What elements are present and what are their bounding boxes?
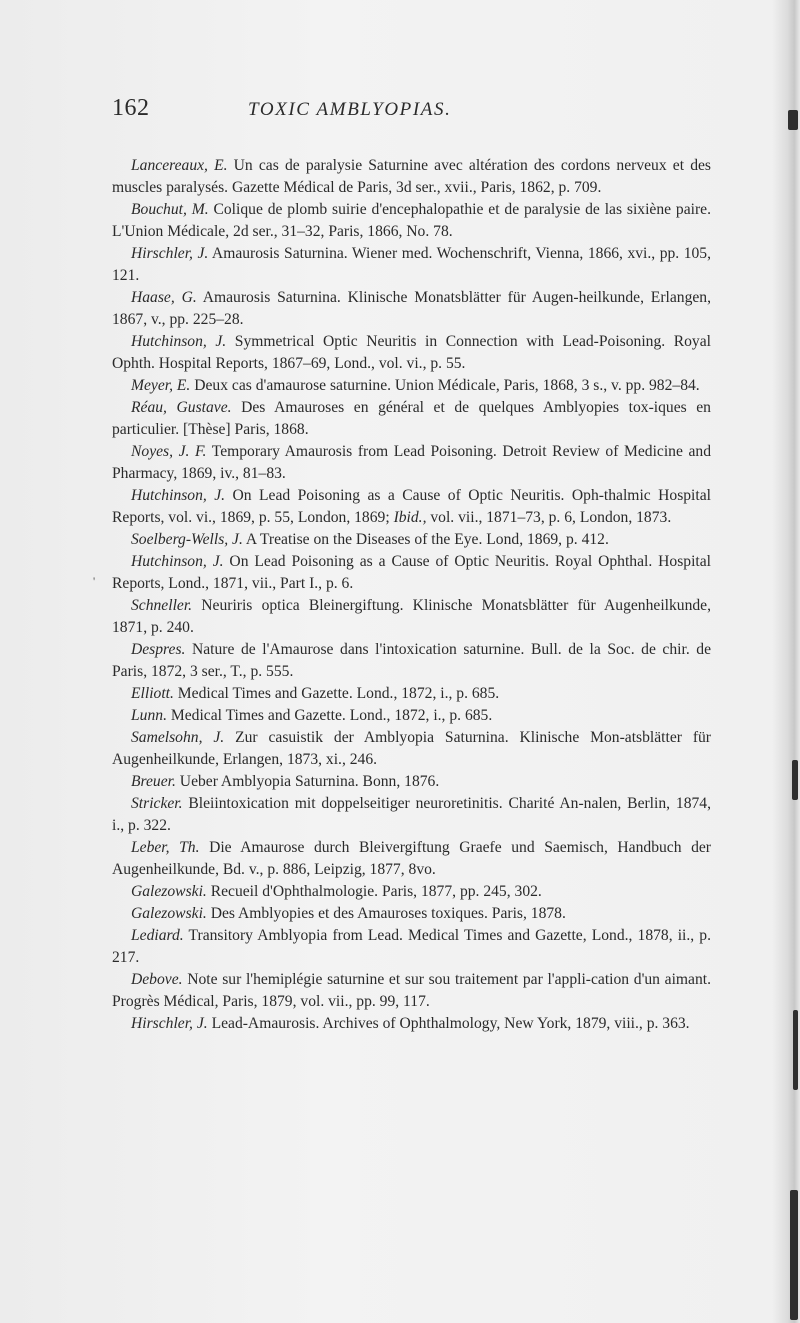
binding-mark bbox=[792, 760, 798, 800]
entry-text: Un cas de paralysie Saturnine avec altération des cordons nerveux et des muscles paralysés. Gazette Médical de Paris, 3d ser., xvii., Paris, 1862, p. 709. bbox=[112, 157, 711, 196]
bibliography-entry bbox=[112, 243, 711, 287]
bibliography-entry bbox=[112, 331, 711, 375]
entry-author: Galezowski. bbox=[131, 883, 207, 900]
bibliography-entry bbox=[112, 771, 711, 793]
entry-text: Note sur l'hemiplégie saturnine et sur sou traitement par l'appli-cation d'un aimant. Progrès Médical, Paris, 1879, vol. vii., pp. 99, 117. bbox=[112, 971, 711, 1010]
entry-text: On Lead Poisoning as a Cause of Optic Neuritis. Oph-thalmic Hospital Reports, vol. vi., 1869, p. 55, London, 1869; bbox=[112, 487, 711, 526]
entry-author: Leber, Th. bbox=[131, 839, 200, 856]
entry-author: Bouchut, M. bbox=[131, 201, 209, 218]
entry-text: Lead-Amaurosis. Archives of Ophthalmology, New York, 1879, viii., p. 363. bbox=[207, 1015, 690, 1032]
bibliography-entry bbox=[112, 595, 711, 639]
entry-text: Nature de l'Amaurose dans l'intoxication saturnine. Bull. de la Soc. de chir. de Paris, 1872, 3 ser., T., p. 555. bbox=[112, 641, 711, 680]
bibliography-entry bbox=[112, 705, 711, 727]
entry-ibid: Ibid., bbox=[393, 509, 427, 526]
bibliography-entry bbox=[112, 903, 711, 925]
bibliography-entry bbox=[112, 683, 711, 705]
entry-text: Die Amaurose durch Bleivergiftung Graefe und Saemisch, Handbuch der Augenheilkunde, Bd. v., p. 886, Leipzig, 1877, 8vo. bbox=[112, 839, 711, 878]
bibliography-entry bbox=[112, 793, 711, 837]
bibliography-entry bbox=[112, 287, 711, 331]
entry-author: Elliott. bbox=[131, 685, 174, 702]
entry-text: Des Amblyopies et des Amauroses toxiques. Paris, 1878. bbox=[206, 905, 566, 922]
bibliography-entry bbox=[112, 727, 711, 771]
bibliography-list bbox=[112, 155, 711, 1035]
bibliography-entry bbox=[112, 529, 711, 551]
entry-author: Meyer, E. bbox=[131, 377, 191, 394]
entry-text: Zur casuistik der Amblyopia Saturnina. Klinische Mon-atsblätter für Augenheilkunde, Erlangen, 1873, xi., 246. bbox=[112, 729, 712, 768]
entry-author: Réau, Gustave. bbox=[131, 399, 232, 416]
entry-author: Breuer. bbox=[131, 773, 176, 790]
entry-author: Hutchinson, J. bbox=[131, 487, 226, 504]
entry-text: Ueber Amblyopia Saturnina. Bonn, 1876. bbox=[175, 773, 440, 790]
entry-author: Soelberg-Wells, J. bbox=[131, 531, 243, 548]
entry-text: Medical Times and Gazette. Lond., 1872, i., p. 685. bbox=[166, 707, 493, 724]
entry-text: On Lead Poisoning as a Cause of Optic Neuritis. Royal Ophthal. Hospital Reports, Lond., 1871, vii., Part I., p. 6. bbox=[112, 553, 711, 592]
entry-author: Hirschler, J. bbox=[131, 1015, 208, 1032]
binding-mark bbox=[793, 1010, 798, 1090]
entry-text: Amaurosis Saturnina. Klinische Monatsblätter für Augen-heilkunde, Erlangen, 1867, v., pp. 225–28. bbox=[112, 289, 711, 328]
bibliography-entry bbox=[112, 969, 711, 1013]
entry-author: Schneller. bbox=[131, 597, 193, 614]
entry-text: Amaurosis Saturnina. Wiener med. Wochenschrift, Vienna, 1866, xvi., pp. 105, 121. bbox=[112, 245, 711, 284]
stray-mark: ' bbox=[93, 574, 96, 588]
bibliography-entry bbox=[112, 925, 711, 969]
page-header bbox=[112, 95, 712, 135]
binding-mark bbox=[788, 110, 798, 130]
entry-author: Debove. bbox=[131, 971, 183, 988]
entry-text: Medical Times and Gazette. Lond., 1872, i., p. 685. bbox=[173, 685, 500, 702]
page-edge-shadow bbox=[772, 0, 800, 1323]
entry-text-continued: vol. vii., 1871–73, p. 6, London, 1873. bbox=[426, 509, 672, 526]
bibliography-entry bbox=[112, 639, 711, 683]
entry-author: Haase, G. bbox=[131, 289, 197, 306]
bibliography-entry bbox=[112, 441, 711, 485]
entry-author: Lediard. bbox=[131, 927, 184, 944]
page-number: 162 bbox=[112, 95, 150, 121]
entry-text: Recueil d'Ophthalmologie. Paris, 1877, pp. 245, 302. bbox=[206, 883, 542, 900]
bibliography-entry bbox=[112, 837, 711, 881]
entry-text: Transitory Amblyopia from Lead. Medical Times and Gazette, Lond., 1878, ii., p. 217. bbox=[112, 927, 711, 966]
entry-text: Temporary Amaurosis from Lead Poisoning. Detroit Review of Medicine and Pharmacy, 1869, iv., 81–83. bbox=[112, 443, 711, 482]
bibliography-entry bbox=[112, 199, 711, 243]
entry-text: Colique de plomb suirie d'encephalopathie et de paralysie de las sixiène paire. L'Union Médicale, 2d ser., 31–32, Paris, 1866, No. 78. bbox=[112, 201, 711, 240]
bibliography-entry bbox=[112, 551, 711, 595]
bibliography-entry bbox=[112, 881, 711, 903]
entry-author: Despres. bbox=[131, 641, 186, 658]
entry-author: Noyes, J. F. bbox=[131, 443, 207, 460]
entry-text: Des Amauroses en général et de quelques Amblyopies tox-iques en particulier. [Thèse] Paris, 1868. bbox=[112, 399, 711, 438]
bibliography-entry bbox=[112, 155, 711, 199]
entry-author: Hutchinson, J. bbox=[131, 553, 224, 570]
running-title: TOXIC AMBLYOPIAS. bbox=[248, 99, 452, 120]
bibliography-entry bbox=[112, 375, 711, 397]
entry-author: Hutchinson, J. bbox=[131, 333, 227, 350]
entry-author: Samelsohn, J. bbox=[131, 729, 225, 746]
entry-author: Galezowski. bbox=[131, 905, 207, 922]
entry-text: Neuriris optica Bleinergiftung. Klinische Monatsblätter für Augenheilkunde, 1871, p. 240. bbox=[112, 597, 711, 636]
entry-author: Lancereaux, E. bbox=[131, 157, 228, 174]
bibliography-entry bbox=[112, 1013, 711, 1035]
bibliography-entry bbox=[112, 485, 711, 529]
entry-author: Lunn. bbox=[131, 707, 167, 724]
entry-text: Deux cas d'amaurose saturnine. Union Médicale, Paris, 1868, 3 s., v. pp. 982–84. bbox=[190, 377, 700, 394]
entry-text: Bleiintoxication mit doppelseitiger neuroretinitis. Charité An-nalen, Berlin, 1874, i., p. 322. bbox=[112, 795, 711, 834]
entry-author: Stricker. bbox=[131, 795, 183, 812]
binding-mark bbox=[790, 1190, 798, 1320]
entry-text: Symmetrical Optic Neuritis in Connection with Lead-Poisoning. Royal Ophth. Hospital Reports, 1867–69, Lond., vol. vi., p. 55. bbox=[112, 333, 711, 372]
entry-author: Hirschler, J. bbox=[131, 245, 209, 262]
entry-text: A Treatise on the Diseases of the Eye. Lond, 1869, p. 412. bbox=[242, 531, 609, 548]
bibliography-entry bbox=[112, 397, 711, 441]
